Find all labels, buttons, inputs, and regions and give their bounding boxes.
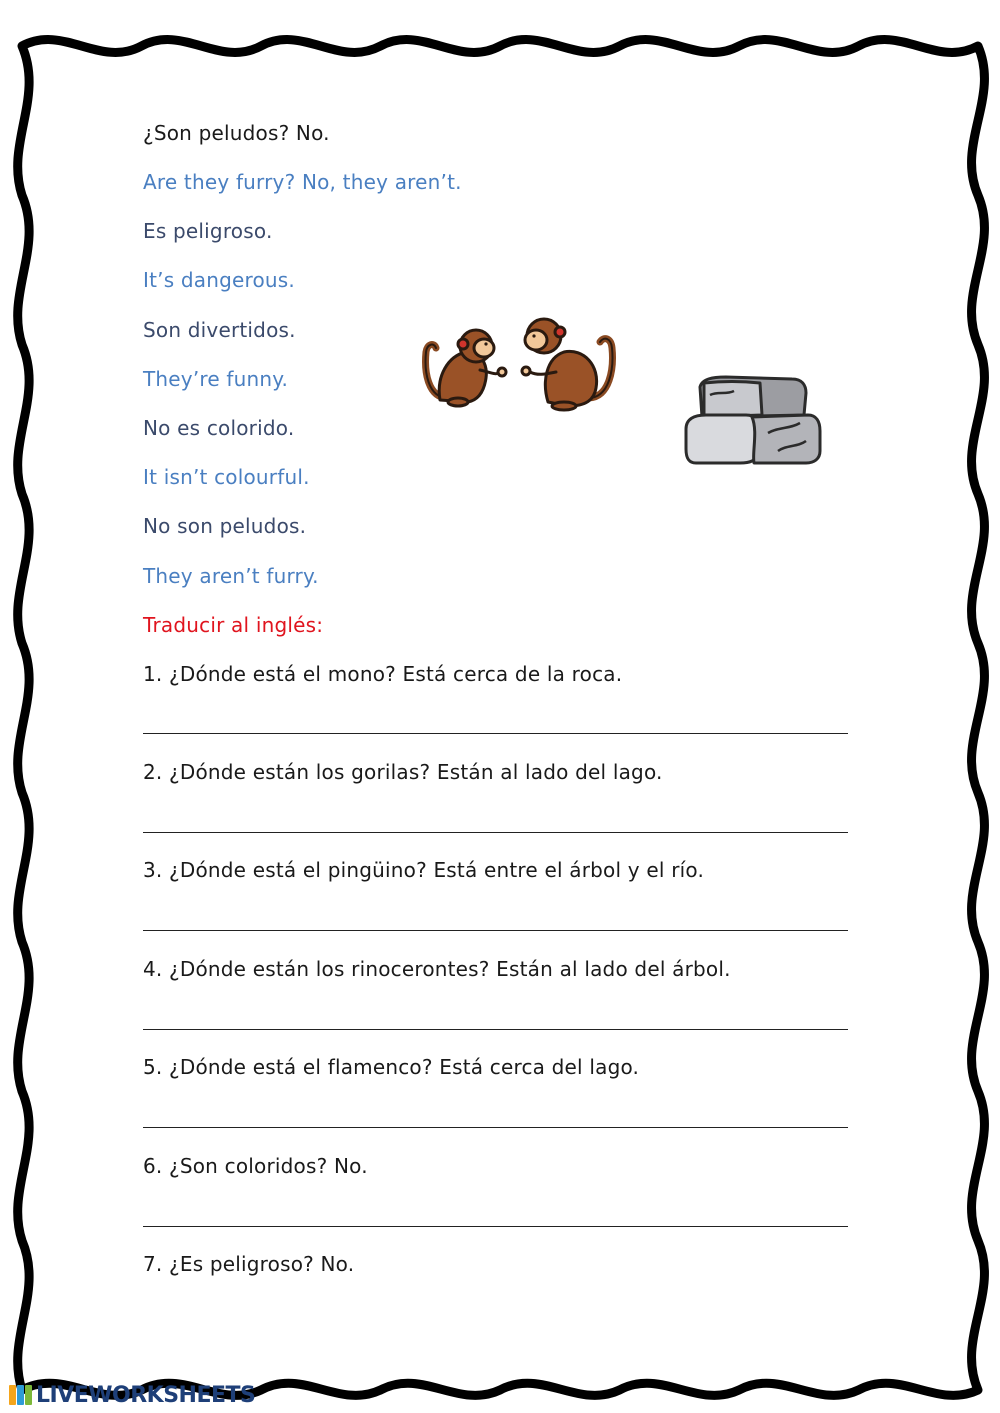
sentence-en-5: They aren’t furry. [143,564,319,588]
question-5: 5. ¿Dónde está el flamenco? Está cerca del lago. [143,1055,640,1079]
sentence-es-5: No son peludos. [143,514,307,538]
question-4: 4. ¿Dónde están los rinocerontes? Están al lado del árbol. [143,957,731,981]
liveworksheets-logo-icon [8,1383,34,1407]
sentence-en-4: It isn’t colourful. [143,465,310,489]
sentence-en-2: It’s dangerous. [143,268,295,292]
sentence-es-1: ¿Son peludos? No. [143,121,330,145]
answer-line-5[interactable] [143,1127,848,1128]
question-7: 7. ¿Es peligroso? No. [143,1252,355,1276]
answer-line-6[interactable] [143,1226,848,1227]
question-2: 2. ¿Dónde están los gorilas? Están al lado del lago. [143,760,663,784]
sentence-es-3: Son divertidos. [143,318,296,342]
liveworksheets-logo [8,1381,255,1409]
monkeys-illustration [418,312,620,414]
rocks-illustration [682,373,824,467]
answer-line-3[interactable] [143,930,848,931]
question-1: 1. ¿Dónde está el mono? Está cerca de la roca. [143,662,623,686]
sentence-en-3: They’re funny. [143,367,289,391]
liveworksheets-logo-text: LIVEWORKSHEETS [36,1382,256,1408]
sentence-en-1: Are they furry? No, they aren’t. [143,170,462,194]
sentence-es-4: No es colorido. [143,416,295,440]
question-6: 6. ¿Son coloridos? No. [143,1154,368,1178]
question-3: 3. ¿Dónde está el pingüino? Está entre el árbol y el río. [143,858,705,882]
exercise-heading: Traducir al inglés: [143,613,324,637]
sentence-es-2: Es peligroso. [143,219,273,243]
answer-line-4[interactable] [143,1029,848,1030]
answer-line-1[interactable] [143,733,848,734]
answer-line-2[interactable] [143,832,848,833]
